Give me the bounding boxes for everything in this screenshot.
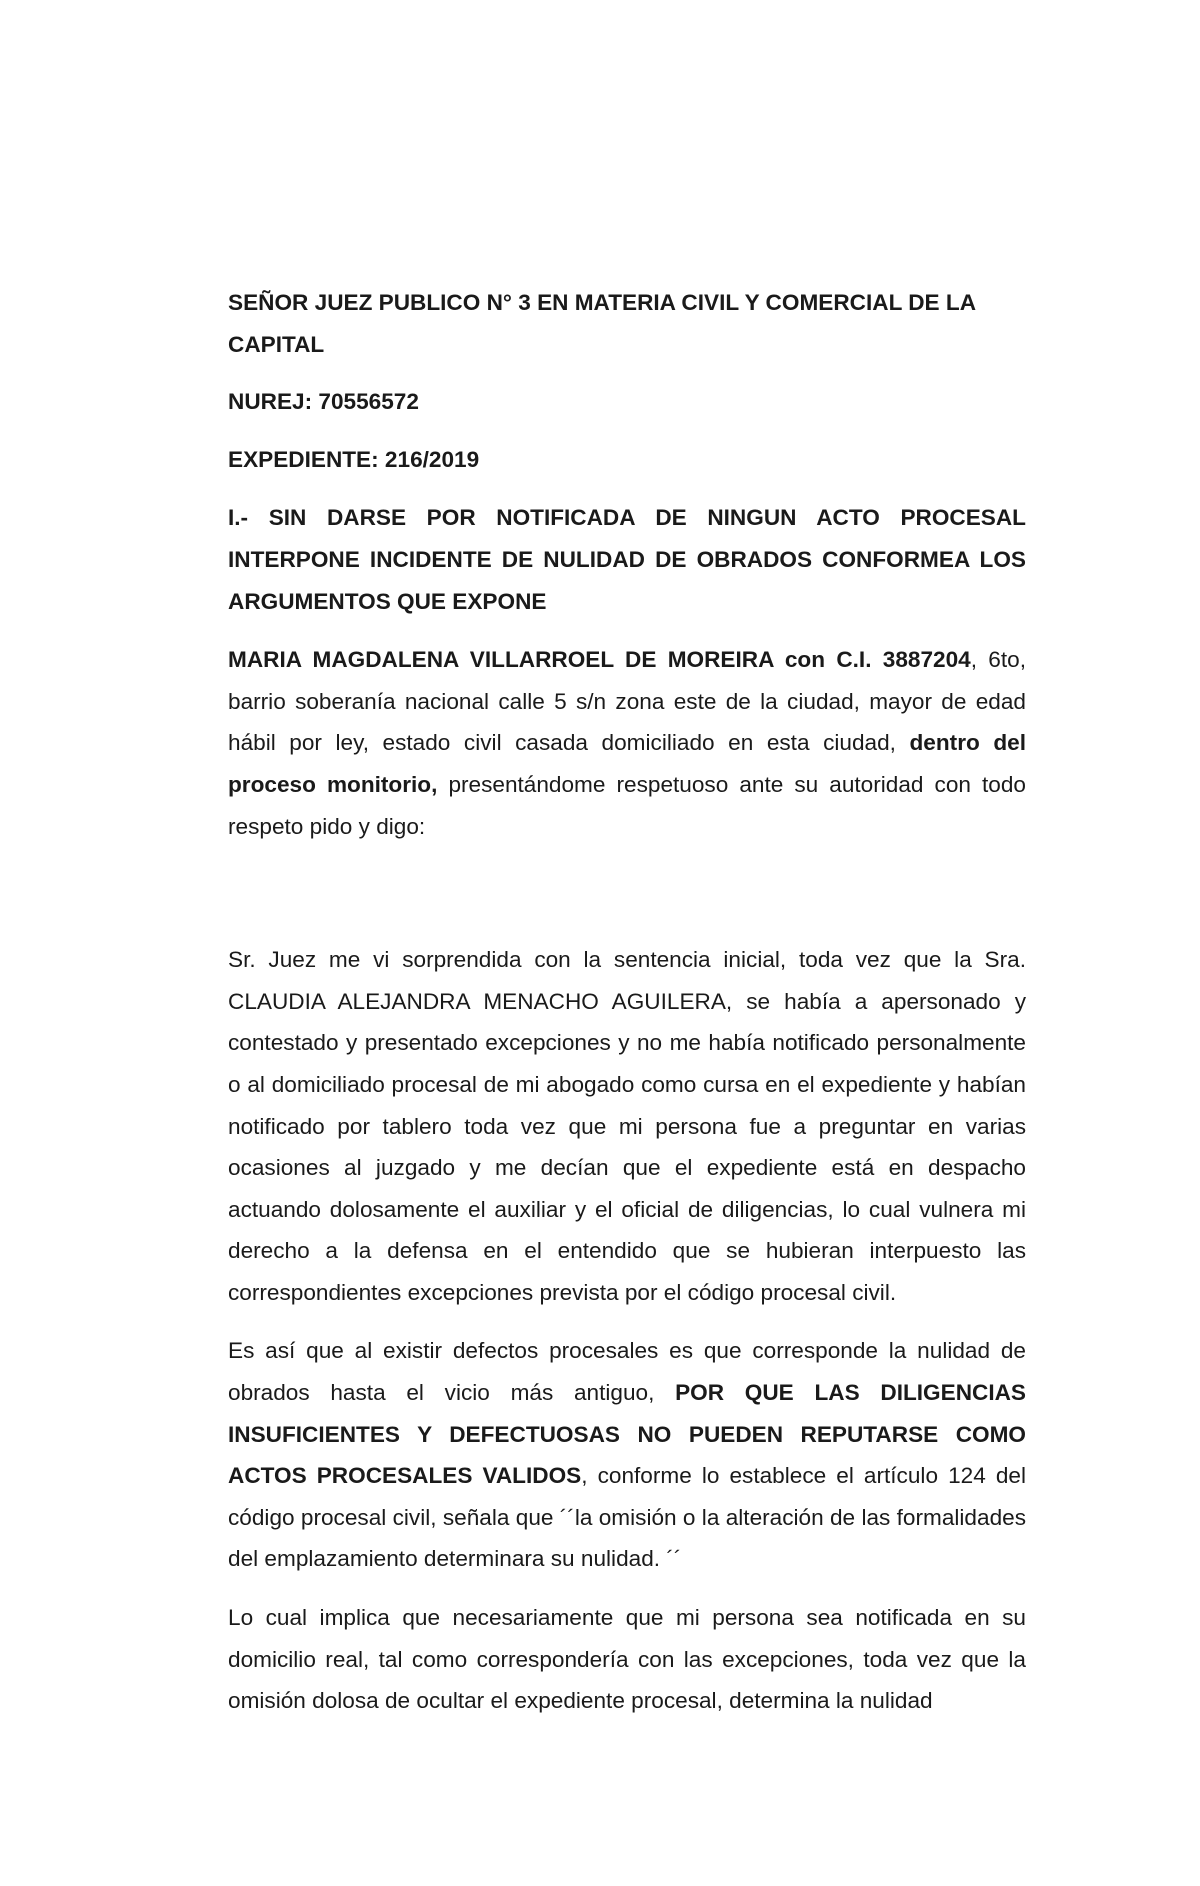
intro-text-2: presentándome respetuoso ante su autoridad con todo respeto pido y digo:	[228, 771, 1026, 839]
intro-paragraph	[228, 639, 1026, 847]
court-heading: SEÑOR JUEZ PUBLICO N° 3 EN MATERIA CIVIL Y COMERCIAL DE LA CAPITAL	[228, 290, 976, 357]
subject-heading: I.- SIN DARSE POR NOTIFICADA DE NINGUN ACTO PROCESAL INTERPONE INCIDENTE DE NULIDAD DE OBRADOS CONFORMEA LOS ARGUMENTOS QUE EXPONE	[228, 505, 1026, 614]
paragraph-2-text-2: , conforme lo establece el artículo 124 del código procesal civil, señala que ´´la omisión o la alteración de las formalidades del emplazamiento determinara su nulidad. ´´	[228, 1463, 1026, 1572]
paragraph-2-text-1: Es así que al existir defectos procesales es que corresponde la nulidad de obrados hasta el vicio más antiguo,	[228, 1338, 1026, 1406]
nurej-line: NUREJ: 70556572	[228, 389, 419, 415]
paragraph-3: Lo cual implica que necesariamente que mi persona sea notificada en su domicilio real, tal como correspondería con las excepciones, toda vez que la omisión dolosa de ocultar el expediente procesal, determina la nulidad	[228, 1605, 1026, 1714]
petitioner-name: MARIA MAGDALENA VILLARROEL DE MOREIRA con C.I. 3887204	[228, 647, 971, 673]
intro-text-1: , 6to, barrio soberanía nacional calle 5 s/n zona este de la ciudad, mayor de edad hábil por ley, estado civil casada domiciliado en esta ciudad,	[228, 647, 1026, 756]
process-type: dentro del proceso monitorio,	[228, 730, 1026, 797]
paragraph-1: Sr. Juez me vi sorprendida con la sentencia inicial, toda vez que la Sra. CLAUDIA ALEJANDRA MENACHO AGUILERA, se había a apersonado y contestado y presentado excepciones y no me había notificado personalmente o al domiciliado procesal de mi abogado como cursa en el expediente y habían notificado por tablero toda vez que mi persona fue a preguntar en varias ocasiones al juzgado y me decían que el expediente está en despacho actuando dolosamente el auxiliar y el oficial de diligencias, lo cual vulnera mi derecho a la defensa en el entendido que se hubieran interpuesto las correspondientes excepciones prevista por el código procesal civil.	[228, 947, 1026, 1305]
expediente-line: EXPEDIENTE: 216/2019	[228, 446, 480, 472]
paragraph-2-bold: POR QUE LAS DILIGENCIAS INSUFICIENTES Y DEFECTUOSAS NO PUEDEN REPUTARSE COMO ACTOS PROCESALES VALIDOS	[228, 1380, 1026, 1489]
paragraph-2	[228, 1330, 1026, 1580]
document-body	[228, 282, 1026, 1722]
